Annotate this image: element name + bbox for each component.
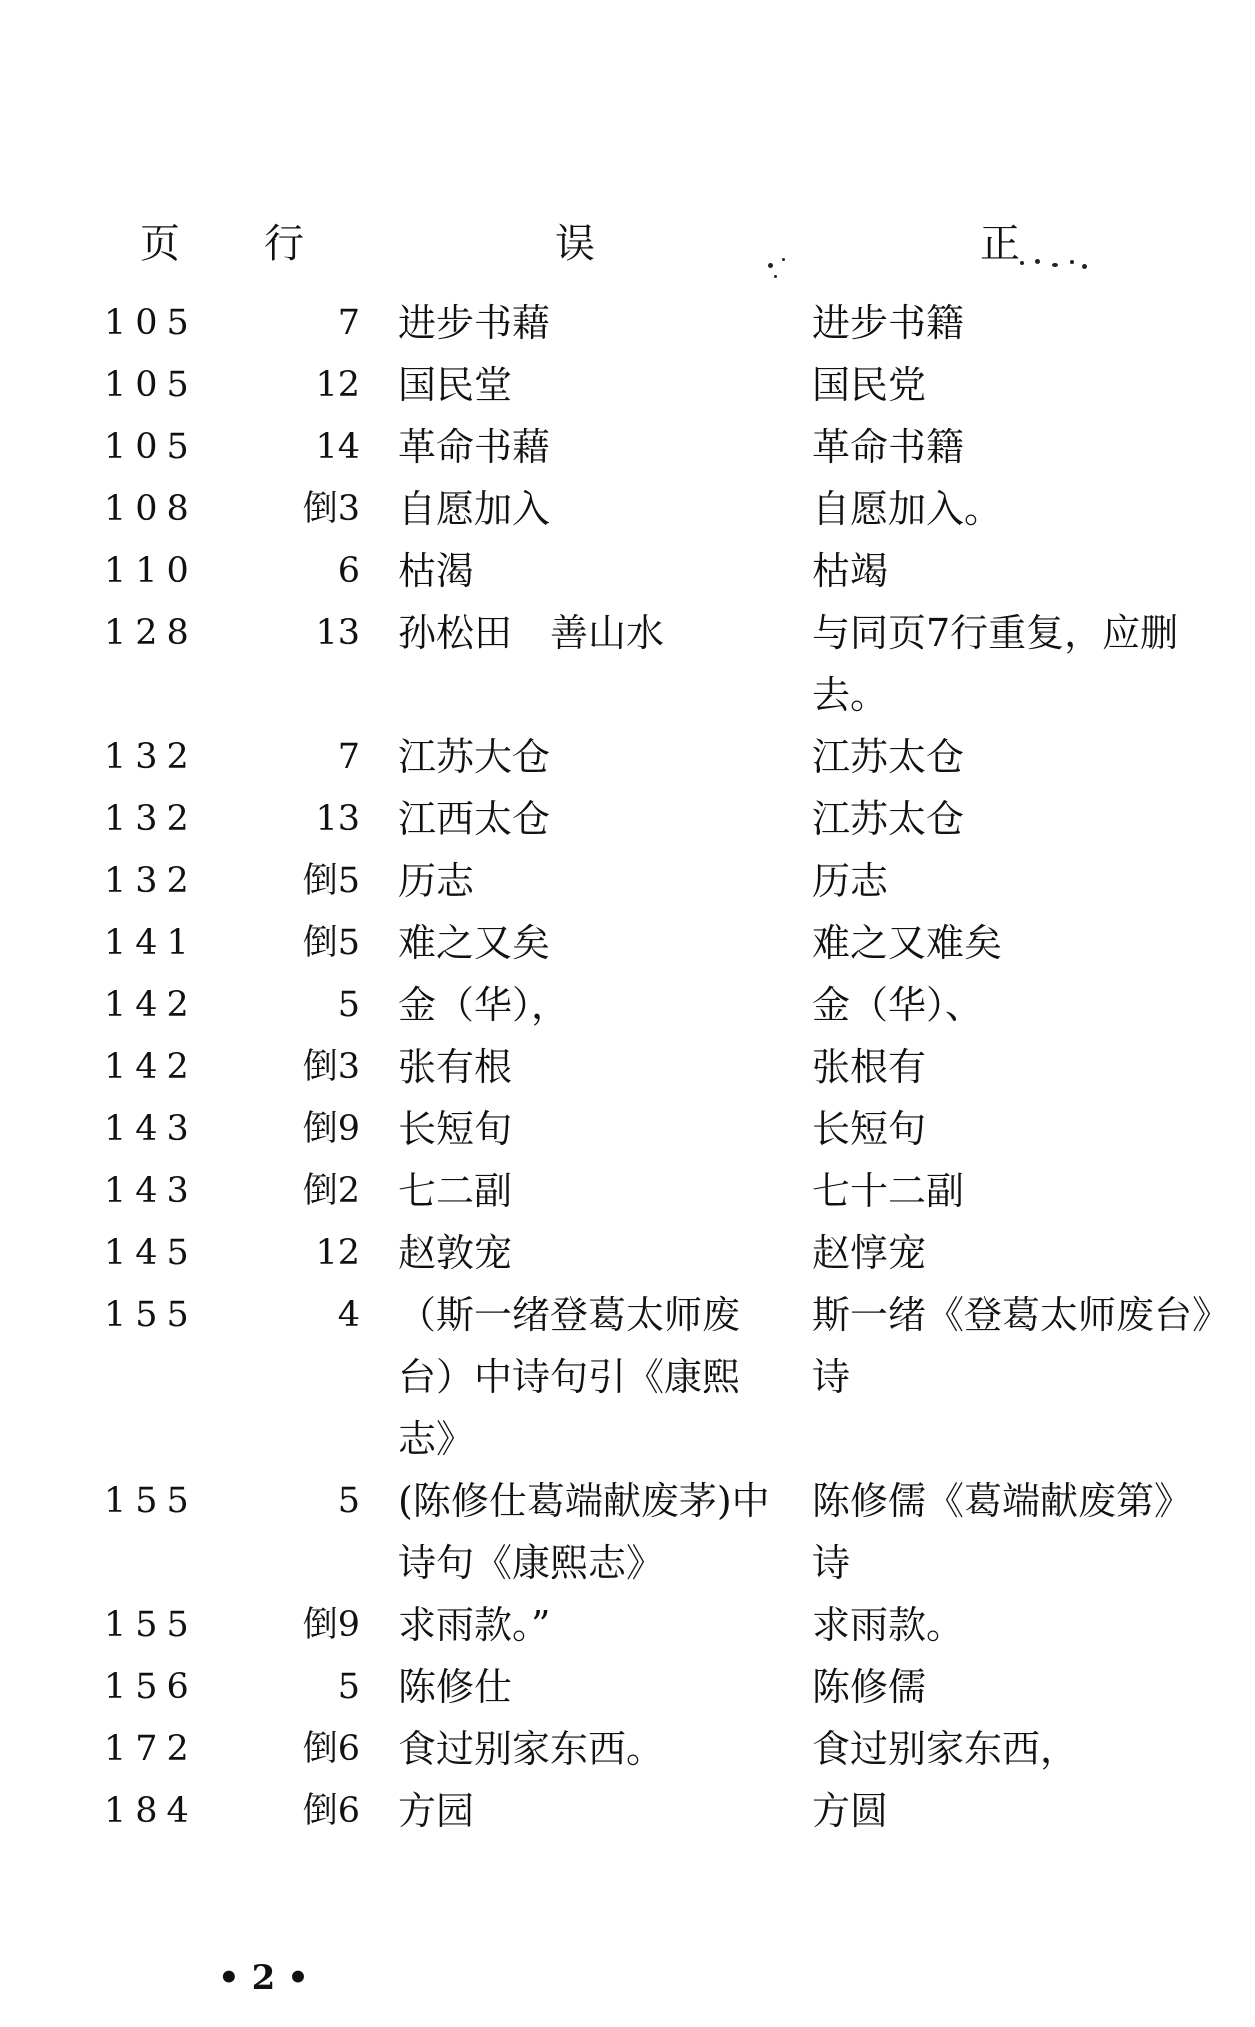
page-cell: 108	[104, 489, 198, 529]
table-row	[0, 602, 1255, 726]
table-row	[0, 1098, 1255, 1160]
table-row	[0, 478, 1255, 540]
table-row	[0, 1594, 1255, 1656]
error-cell: 难之又矣	[398, 921, 551, 965]
correct-cell: 陈修儒《葛端献废第》诗	[812, 1479, 1193, 1585]
page-cell: 105	[104, 303, 198, 343]
page-cell: 132	[104, 737, 198, 777]
correct-cell: 革命书籍	[812, 425, 965, 469]
correct-cell: 七十二副	[812, 1169, 965, 1213]
page-cell: 128	[104, 613, 198, 653]
line-cell: 倒6	[302, 1729, 360, 1769]
page-cell: 142	[104, 985, 198, 1025]
line-cell: 倒5	[302, 923, 360, 963]
page-cell: 184	[104, 1791, 198, 1831]
table-header	[0, 212, 1255, 272]
correct-cell: 枯竭	[812, 549, 889, 593]
line-cell: 倒3	[302, 489, 360, 529]
table-row	[0, 912, 1255, 974]
header-error: 误	[555, 221, 595, 267]
header-line: 行	[264, 221, 304, 267]
page-cell: 132	[104, 799, 198, 839]
page-number: • 2 •	[218, 1958, 309, 1998]
line-cell: 4	[337, 1295, 360, 1335]
error-cell: 孙松田 善山水	[398, 611, 665, 655]
error-cell: 食过别家东西。	[398, 1727, 665, 1771]
page-cell: 110	[104, 551, 198, 591]
line-cell: 13	[315, 799, 360, 839]
error-cell: 求雨款。”	[398, 1603, 551, 1647]
page-cell: 155	[104, 1295, 198, 1335]
table-row	[0, 1780, 1255, 1842]
correct-cell: 求雨款。	[812, 1603, 965, 1647]
table-row	[0, 354, 1255, 416]
correct-cell: 江苏太仓	[812, 797, 965, 841]
line-cell: 14	[315, 427, 360, 467]
error-cell: 国民堂	[398, 363, 513, 407]
table-row	[0, 416, 1255, 478]
error-cell: 枯渴	[398, 549, 475, 593]
correct-cell: 历志	[812, 859, 889, 903]
error-cell: （斯一绪登葛太师废台）中诗句引《康熙志》	[398, 1293, 741, 1461]
correct-cell: 进步书籍	[812, 301, 965, 345]
table-row	[0, 292, 1255, 354]
table-row	[0, 1718, 1255, 1780]
error-cell: 七二副	[398, 1169, 513, 1213]
correct-cell: 赵惇宠	[812, 1231, 927, 1275]
page-cell: 156	[104, 1667, 198, 1707]
correct-cell: 金（华）、	[812, 983, 984, 1027]
line-cell: 倒9	[302, 1605, 360, 1645]
table-row	[0, 1470, 1255, 1594]
page-cell: 132	[104, 861, 198, 901]
table-row	[0, 540, 1255, 602]
page-cell: 172	[104, 1729, 198, 1769]
line-cell: 12	[315, 365, 360, 405]
line-cell: 倒6	[302, 1791, 360, 1831]
correct-cell: 难之又难矣	[812, 921, 1003, 965]
line-cell: 5	[337, 1481, 360, 1521]
table-row	[0, 1656, 1255, 1718]
error-cell: 长短旬	[398, 1107, 513, 1151]
error-cell: (陈修仕葛端献废茅)中诗句《康熙志》	[398, 1479, 770, 1585]
table-row	[0, 1036, 1255, 1098]
correct-cell: 国民党	[812, 363, 927, 407]
error-cell: 江西太仓	[398, 797, 551, 841]
error-cell: 方园	[398, 1789, 475, 1833]
correct-cell: 斯一绪《登葛太师废台》诗	[812, 1293, 1212, 1399]
line-cell: 倒5	[302, 861, 360, 901]
page-cell: 141	[104, 923, 198, 963]
error-cell: 赵敦宠	[398, 1231, 513, 1275]
correct-cell: 长短句	[812, 1107, 927, 1151]
line-cell: 倒2	[302, 1171, 360, 1211]
line-cell: 5	[337, 985, 360, 1025]
page-cell: 145	[104, 1233, 198, 1273]
table-row	[0, 788, 1255, 850]
line-cell: 6	[337, 551, 360, 591]
error-cell: 历志	[398, 859, 475, 903]
line-cell: 5	[337, 1667, 360, 1707]
page-cell: 105	[104, 427, 198, 467]
correct-cell: 与同页7行重复，应删去。	[812, 611, 1179, 717]
line-cell: 12	[315, 1233, 360, 1273]
line-cell: 倒9	[302, 1109, 360, 1149]
error-cell: 革命书藉	[398, 425, 551, 469]
correct-cell: 张根有	[812, 1045, 927, 1089]
correct-cell: 江苏太仓	[812, 735, 965, 779]
correct-cell: 方圆	[812, 1789, 889, 1833]
header-correct: 正	[980, 221, 1020, 267]
page-cell: 143	[104, 1109, 198, 1149]
correct-cell: 食过别家东西，	[812, 1727, 1079, 1771]
line-cell: 7	[337, 737, 360, 777]
table-row	[0, 1222, 1255, 1284]
page-cell: 143	[104, 1171, 198, 1211]
table-row	[0, 850, 1255, 912]
error-cell: 进步书藉	[398, 301, 551, 345]
line-cell: 13	[315, 613, 360, 653]
page-cell: 105	[104, 365, 198, 405]
table-row	[0, 1284, 1255, 1470]
error-cell: 张有根	[398, 1045, 513, 1089]
error-cell: 金（华），	[398, 983, 570, 1027]
error-cell: 江苏大仓	[398, 735, 551, 779]
page-cell: 155	[104, 1481, 198, 1521]
error-cell: 陈修仕	[398, 1665, 513, 1709]
table-row	[0, 726, 1255, 788]
error-cell: 自愿加入	[398, 487, 551, 531]
table-row	[0, 1160, 1255, 1222]
table-row	[0, 974, 1255, 1036]
line-cell: 7	[337, 303, 360, 343]
errata-table	[0, 292, 1255, 1842]
correct-cell: 陈修儒	[812, 1665, 927, 1709]
page-cell: 142	[104, 1047, 198, 1087]
header-page: 页	[140, 221, 180, 267]
line-cell: 倒3	[302, 1047, 360, 1087]
page-cell: 155	[104, 1605, 198, 1645]
correct-cell: 自愿加入。	[812, 487, 1003, 531]
